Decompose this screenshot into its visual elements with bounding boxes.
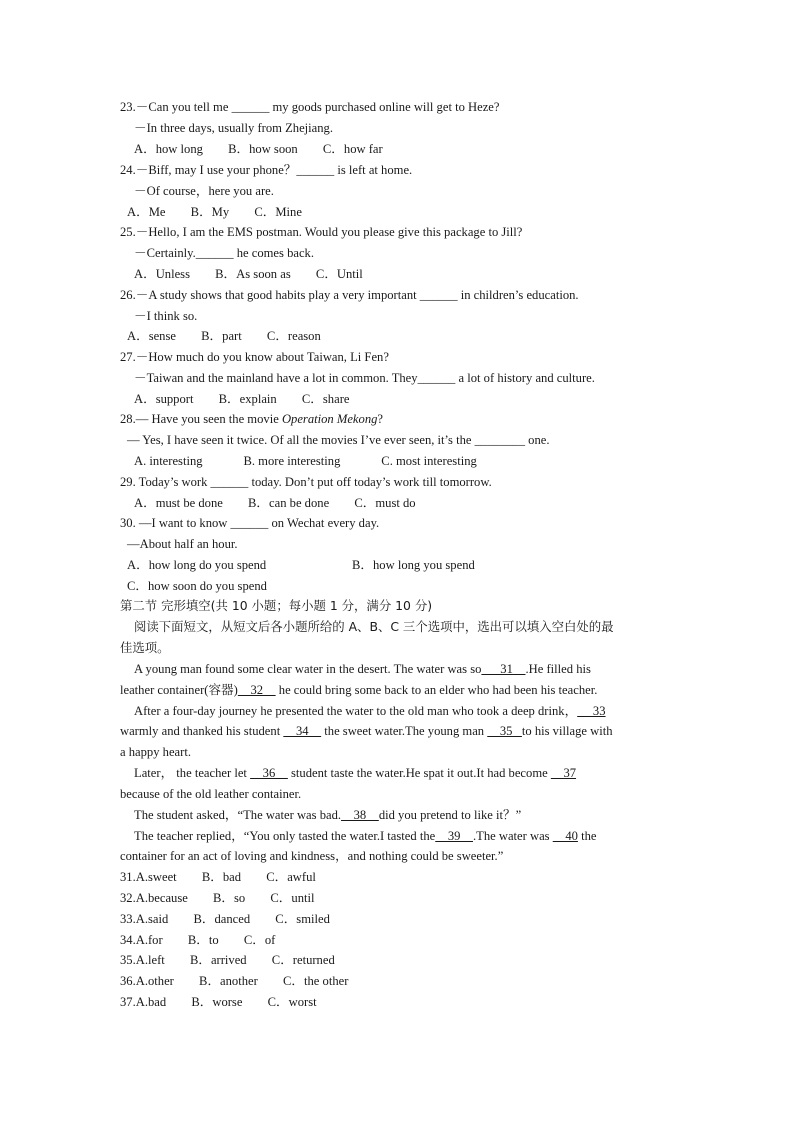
passage-line — [120, 682, 597, 698]
section-instruction: 阅读下面短文，从短文后各小题所给的 A、B、C 三个选项中，选出可以填入空白处的最 — [134, 619, 614, 634]
q28-question-post: ? — [377, 412, 384, 426]
q29-question: 29. Today’s work ______ today. Don’t put off today’s work till tomorrow. — [120, 475, 492, 489]
q30-answer: —About half an hour. — [127, 537, 238, 551]
q28-answer: — Yes, I have seen it twice. Of all the movies I’ve ever seen, it’s the ________ one. — [127, 433, 550, 447]
blank-36: 36 — [250, 766, 288, 780]
blank-40: 40 — [552, 829, 578, 843]
passage-line — [134, 807, 521, 823]
blank-33: 33 — [577, 704, 606, 718]
q26-answer: －I think so. — [134, 309, 198, 323]
q25-question: 25.－Hello, I am the EMS postman. Would you please give this package to Jill? — [120, 225, 523, 239]
q23-options: A．how long B．how soon C．how far — [134, 142, 383, 156]
q28-options: A. interesting B. more interesting C. most interesting — [134, 454, 477, 468]
q30-option-a: A．how long do you spend — [127, 558, 267, 572]
blank-38: 38 — [341, 808, 379, 822]
blank-35: 35 — [487, 724, 522, 738]
passage-line — [134, 765, 576, 781]
passage-line — [134, 661, 591, 677]
passage-line — [134, 828, 596, 844]
cloze-option-36: 36.A.other B．another C．the other — [120, 974, 349, 988]
passage-line: a happy heart. — [120, 745, 191, 759]
q24-options: A．Me B．My C．Mine — [127, 205, 302, 219]
blank-37: 37 — [550, 766, 577, 780]
passage-text: he could bring some back to an elder who had been his teacher. — [275, 683, 598, 697]
q28-question — [120, 411, 383, 427]
cloze-option-34: 34.A.for B．to C．of — [120, 933, 276, 947]
cloze-option-32: 32.A.because B．so C．until — [120, 891, 315, 905]
q30-option-b: B．how long you spend — [352, 558, 475, 572]
q24-answer: －Of course，here you are. — [134, 184, 274, 198]
passage-text: .The water was — [473, 829, 553, 843]
q29-options: A．must be done B．can be done C．must do — [134, 496, 416, 510]
q24-question: 24.－Biff, may I use your phone？______ is left at home. — [120, 163, 413, 177]
passage-line: because of the old leather container. — [120, 787, 302, 801]
q30-question: 30. —I want to know ______ on Wechat every day. — [120, 516, 380, 530]
passage-text: The student asked，“The water was bad. — [134, 808, 342, 822]
q23-question: 23.－Can you tell me ______ my goods purchased online will get to Heze? — [120, 100, 500, 114]
passage-text: student taste the water.He spat it out.It had become — [287, 766, 551, 780]
blank-39: 39 — [435, 829, 473, 843]
q28-question-pre: 28.— Have you seen the movie — [120, 412, 282, 426]
blank-31: 31 — [481, 662, 526, 676]
q25-options: A．Unless B．As soon as C．Until — [134, 267, 363, 281]
q27-answer: －Taiwan and the mainland have a lot in common. They______ a lot of history and culture. — [134, 371, 595, 385]
cloze-option-35: 35.A.left B．arrived C．returned — [120, 953, 335, 967]
q30-option-c: C．how soon do you spend — [127, 579, 267, 593]
passage-text: warmly and thanked his student — [120, 724, 284, 738]
section-heading: 第二节 完形填空(共 10 小题；每小题 1 分，满分 10 分) — [120, 598, 433, 613]
q28-movie-title: Operation Mekong — [281, 412, 378, 426]
passage-text: The teacher replied，“You only tasted the water.I tasted the — [134, 829, 436, 843]
passage-text: the sweet water.The young man — [321, 724, 488, 738]
passage-text: the — [577, 829, 597, 843]
passage-text: did you pretend to like it？” — [378, 808, 522, 822]
q25-answer: －Certainly.______ he comes back. — [134, 246, 314, 260]
blank-32: 32 — [237, 683, 276, 697]
passage-text: A young man found some clear water in the desert. The water was so — [134, 662, 482, 676]
passage-text: Later， the teacher let — [134, 766, 251, 780]
section-instruction-cont: 佳选项。 — [120, 640, 170, 655]
passage-line — [120, 723, 613, 739]
passage-text: leather container(容器) — [120, 683, 238, 697]
q26-question: 26.－A study shows that good habits play a very important ______ in children’s education. — [120, 288, 579, 302]
passage-line: container for an act of loving and kindness，and nothing could be sweeter.” — [120, 849, 504, 863]
blank-34: 34 — [283, 724, 322, 738]
cloze-option-37: 37.A.bad B．worse C．worst — [120, 995, 317, 1009]
q26-options: A．sense B．part C．reason — [127, 329, 321, 343]
q27-options: A．support B．explain C．share — [134, 392, 350, 406]
passage-text: .He filled his — [525, 662, 591, 676]
cloze-option-31: 31.A.sweet B．bad C．awful — [120, 870, 316, 884]
passage-text: After a four-day journey he presented the water to the old man who took a deep drink， — [134, 704, 578, 718]
q27-question: 27.－How much do you know about Taiwan, Li Fen? — [120, 350, 389, 364]
q23-answer: －In three days, usually from Zhejiang. — [134, 121, 333, 135]
cloze-option-33: 33.A.said B．danced C．smiled — [120, 912, 330, 926]
passage-line — [134, 703, 606, 719]
passage-text: to his village with — [521, 724, 613, 738]
